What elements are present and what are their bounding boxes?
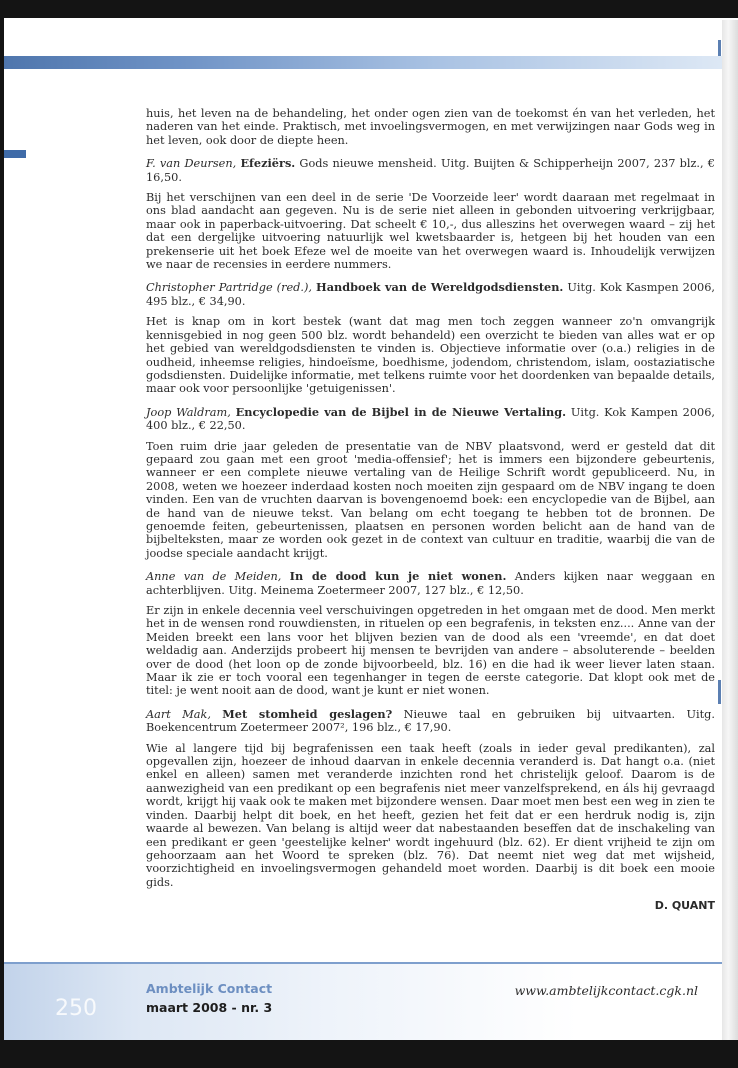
page-edge bbox=[722, 20, 738, 1040]
footer-band bbox=[4, 963, 722, 1040]
edge-mark bbox=[718, 680, 721, 704]
intro-paragraph: huis, het leven na de behandeling, het onder ogen zien van de toekomst én van het verleden, het naderen van het einde. Praktisch, met invoelingsvermogen, en met verwijzingen naar Gods weg in het leven, ook door de diepte heen. bbox=[146, 107, 715, 147]
review-text: Het is knap om in kort bestek (want dat mag men toch zeggen wanneer zo'n omvangrijk kennisgebied in nog geen 500 blz. wordt behandeld) een overzicht te bieden van alles wat er op het gebied van wereldgodsdiensten te vinden is. Objectieve informatie over (o.a.) religies in de oudheid, inheemse religies, hindoeïsme, boedhisme, jodendom, christendom, islam, oostaziatische godsdiensten. Duidelijke informatie, met telkens ruimte voor het doordenken van bepaalde details, maar ook voor persoonlijke 'getuigenissen'. bbox=[146, 315, 715, 396]
header-color-band bbox=[4, 56, 722, 69]
review-author: Joop Waldram, bbox=[146, 405, 231, 419]
review-reference bbox=[146, 406, 715, 433]
scan-border-top bbox=[0, 0, 738, 18]
review-details: Gods nieuwe mensheid. Uitg. Buijten & Schipperheijn 2007, 237 blz., € 16,50. bbox=[146, 157, 715, 184]
review-author: Christopher Partridge (red.), bbox=[146, 281, 312, 295]
scan-border-left bbox=[0, 18, 4, 1040]
review-details: Uitg. Kok Kasmpen 2006, 495 blz., € 34,90. bbox=[146, 281, 715, 308]
margin-tab bbox=[4, 150, 26, 158]
review-reference bbox=[146, 281, 715, 308]
review-text: Bij het verschijnen van een deel in de serie 'De Voorzeide leer' wordt daaraan met regelmaat in ons blad aandacht aan gegeven. Nu is de serie niet alleen in gebonden uitvoering verkrijgbaar, maar ook in paperback-uitvoering. Dat scheelt € 10,-, dus alleszins het overwegen waard – zij het dat een dergelijke uitvoering natuurlijk wel kwetsbaarder is, hetgeen bij het houden van een prekenserie uit het boek Efeze wel de moeite van het overwegen waard is. Inhoudelijk verwijzen we naar de recensies in eerdere nummers. bbox=[146, 191, 715, 272]
review-details: Uitg. Kok Kampen 2006, 400 blz., € 22,50. bbox=[146, 405, 715, 433]
review-title: Efeziërs. bbox=[240, 156, 296, 171]
review-details: Anders kijken naar weggaan en achterblijven. Uitg. Meinema Zoetermeer 2007, 127 blz., € 12,50. bbox=[146, 570, 715, 597]
article-body bbox=[146, 107, 715, 913]
scan-border-bottom bbox=[0, 1040, 738, 1068]
review-details: Nieuwe taal en gebruiken bij uitvaarten. Uitg. Boekencentrum Zoetermeer 2007², 196 blz., € 17,90. bbox=[146, 707, 715, 735]
footer-issue: maart 2008 - nr. 3 bbox=[146, 1000, 273, 1015]
review-text: Toen ruim drie jaar geleden de presentatie van de NBV plaatsvond, werd er gesteld dat dit gepaard zou gaan met een groot 'media-offensief'; het is immers een bijzondere gebeurtenis, wanneer er een complete nieuwe vertaling van de Heilige Schrift wordt gepubliceerd. Nu, in 2008, weten we hoezeer inderdaad kosten noch moeiten zijn gespaard om de NBV ingang te doen vinden. Een van de vruchten daarvan is bovengenoemd boek: een encyclopedie van de Bijbel, aan de hand van de nieuwe tekst. Van belang om echt toegang te hebben tot de bronnen. De genoemde feiten, gebeurtenissen, plaatsen en personen worden belicht aan de hand van de bijbelteksten, maar ze worden ook gezet in de context van cultuur en traditie, waarbij die van de joodse speciale aandacht krijgt. bbox=[146, 439, 715, 560]
review-reference bbox=[146, 708, 715, 735]
footer-magazine-title: Ambtelijk Contact bbox=[146, 981, 273, 996]
review-title: Met stomheid geslagen? bbox=[222, 706, 393, 721]
footer-url-link[interactable]: www.ambtelijkcontact.cgk.nl bbox=[514, 983, 698, 998]
review-title: Handboek van de Wereldgodsdiensten. bbox=[316, 280, 564, 295]
footer-rule bbox=[4, 962, 722, 964]
review-author: Anne van de Meiden, bbox=[146, 570, 282, 584]
review-author: Aart Mak, bbox=[146, 707, 211, 721]
review-title: Encyclopedie van de Bijbel in de Nieuwe Vertaling. bbox=[235, 404, 567, 419]
review-text: Wie al langere tijd bij begrafenissen een taak heeft (zoals in ieder geval predikanten), zal opgevallen zijn, hoezeer de inhoud daarvan in enkele decennia veranderd is. Dat hangt o.a. (niet enkel en alleen) samen met veranderde inzichten rond het christelijk geloof. Daarom is de aanwezigheid van een predikant op een begrafenis niet meer vanzelfsprekend, en áls hij gevraagd wordt, krijgt hij vaak ook te maken met bijzondere wensen. Daar moet men best een weg in zien te vinden. Daarbij helpt dit boek, en het heeft, gezien het feit dat er een herdruk nodig is, zijn waarde al bewezen. Van belang is altijd weer dat nabestaanden beseffen dat de inschakeling van een predikant er geen 'geestelijke kelner' wordt ingehuurd (blz. 62). Er dient vrijheid te zijn om gehoorzaam aan het Woord te spreken (blz. 76). Dat neemt niet weg dat met wijsheid, voorzichtigheid en invoelingsvermogen gehandeld moet worden. Daarbij is dit boek een mooie gids. bbox=[146, 741, 715, 889]
page-number: 250 bbox=[55, 996, 97, 1021]
review-reference bbox=[146, 157, 715, 184]
author-signature: D. QUANT bbox=[654, 899, 715, 913]
review-text: Er zijn in enkele decennia veel verschuivingen opgetreden in het omgaan met de dood. Men merkt het in de wensen rond rouwdiensten, in rituelen op een begrafenis, in teksten enz.... Anne van der Meiden breekt een lans voor het blijven bezien van de dood als een 'vreemde', en dat doet weldadig aan. Anderzijds probeert hij mensen te bevrijden van andere – absoluterende – beelden over de dood (het loon op de zonde bijvoorbeeld, blz. 16) en die had ik weer liever laten staan. Maar ik zie er toch vooral een tegenhanger in tegen de eerste categorie. Dat klopt ook met de titel: je went nooit aan de dood, want je kunt er niet wonen. bbox=[146, 604, 715, 698]
review-title: In de dood kun je niet wonen. bbox=[289, 569, 507, 584]
review-author: F. van Deursen, bbox=[146, 157, 237, 171]
review-reference bbox=[146, 570, 715, 597]
